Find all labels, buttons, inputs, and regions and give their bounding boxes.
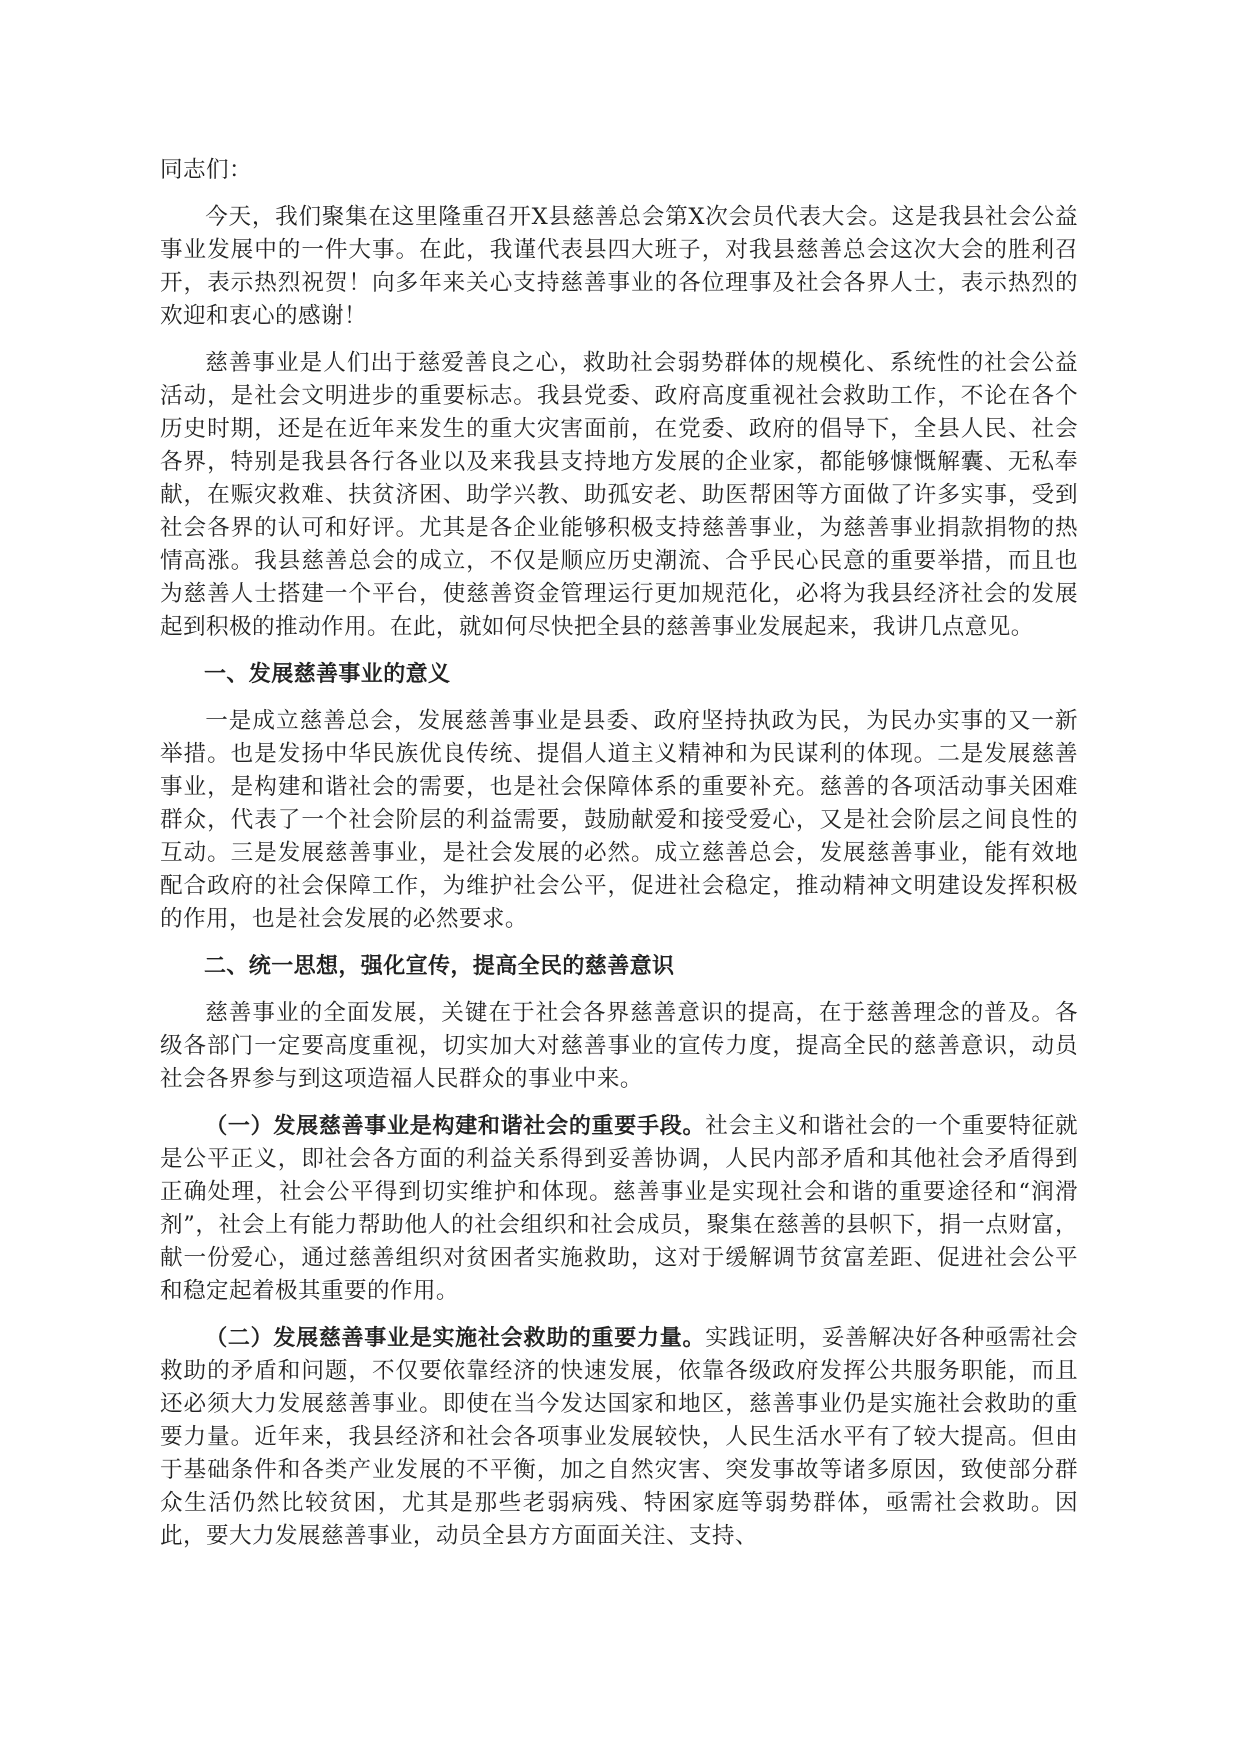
section-1-heading: 一、发展慈善事业的意义 (204, 662, 451, 687)
section-2-item-2-text: 实践证明，妥善解决好各种亟需社会救助的矛盾和问题，不仅要依靠经济的快速发展，依靠各级政府发挥公共服务职能，而且还必须大力发展慈善事业。即使在当今发达国家和地区，慈善事业仍是实施社会救助的重要力量。近年来，我县经济和社会各项事业发展较快，人民生活水平有了较大提高。但由于基础条件和各类产业发展的不平衡，加之自然灾害、突发事故等诸多原因，致使部分群众生活仍然比较贫困，尤其是那些老弱病残、特困家庭等弱势群体，亟需社会救助。因此，要大力发展慈善事业，动员全县方方面面关注、支持、 (160, 1325, 1078, 1549)
salutation: 同志们： (160, 157, 252, 183)
charity-overview-paragraph: 慈善事业是人们出于慈爱善良之心，救助社会弱势群体的规模化、系统性的社会公益活动，是社会文明进步的重要标志。我县党委、政府高度重视社会救助工作，不论在各个历史时期，还是在近年来发生的重大灾害面前，在党委、政府的倡导下，全县人民、社会各界，特别是我县各行各业以及来我县支持地方发展的企业家，都能够慷慨解囊、无私奉献，在赈灾救难、扶贫济困、助学兴教、助孤安老、助医帮困等方面做了许多实事，受到社会各界的认可和好评。尤其是各企业能够积极支持慈善事业，为慈善事业捐款捐物的热情高涨。我县慈善总会的成立，不仅是顺应历史潮流、合乎民心民意的重要举措，而且也为慈善人士搭建一个平台，使慈善资金管理运行更加规范化，必将为我县经济社会的发展起到积极的推动作用。在此，就如何尽快把全县的慈善事业发展起来，我讲几点意见。 (160, 350, 1078, 640)
document-body (160, 154, 1078, 1567)
section-2-paragraph: 慈善事业的全面发展，关键在于社会各界慈善意识的提高，在于慈善理念的普及。各级各部门一定要高度重视，切实加大对慈善事业的宣传力度，提高全民的慈善意识，动员社会各界参与到这项造福人民群众的事业中来。 (160, 1000, 1078, 1092)
section-1-paragraph: 一是成立慈善总会，发展慈善事业是县委、政府坚持执政为民，为民办实事的又一新举措。也是发扬中华民族优良传统、提倡人道主义精神和为民谋利的体现。二是发展慈善事业，是构建和谐社会的需要，也是社会保障体系的重要补充。慈善的各项活动事关困难群众，代表了一个社会阶层的利益需要，鼓励献爱和接受爱心，又是社会阶层之间良性的互动。三是发展慈善事业，是社会发展的必然。成立慈善总会，发展慈善事业，能有效地配合政府的社会保障工作，为维护社会公平，促进社会稳定，推动精神文明建设发挥积极的作用，也是社会发展的必然要求。 (160, 708, 1078, 932)
section-2-item-1-text: 社会主义和谐社会的一个重要特征就是公平正义，即社会各方面的利益关系得到妥善协调，人民内部矛盾和其他社会矛盾得到正确处理，社会公平得到切实维护和体现。慈善事业是实现社会和谐的重要途径和“润滑剂”，社会上有能力帮助他人的社会组织和社会成员，聚集在慈善的县帜下，捐一点财富，献一份爱心，通过慈善组织对贫困者实施救助，这对于缓解调节贫富差距、促进社会公平和稳定起着极其重要的作用。 (160, 1113, 1078, 1304)
section-2-item-1-lead: （一）发展慈善事业是构建和谐社会的重要手段。 (205, 1114, 706, 1139)
opening-paragraph: 今天，我们聚集在这里隆重召开X县慈善总会第X次会员代表大会。这是我县社会公益事业发展中的一件大事。在此，我谨代表县四大班子，对我县慈善总会这次大会的胜利召开，表示热烈祝贺！向多年来关心支持慈善事业的各位理事及社会各界人士，表示热烈的欢迎和衷心的感谢！ (160, 204, 1078, 329)
section-2-item-2-lead: （二）发展慈善事业是实施社会救助的重要力量。 (205, 1326, 706, 1351)
section-2-item-1-paragraph (160, 1110, 1078, 1308)
section-2-item-2-paragraph (160, 1322, 1078, 1553)
section-2-heading: 二、统一思想，强化宣传，提高全民的慈善意识 (204, 954, 675, 979)
